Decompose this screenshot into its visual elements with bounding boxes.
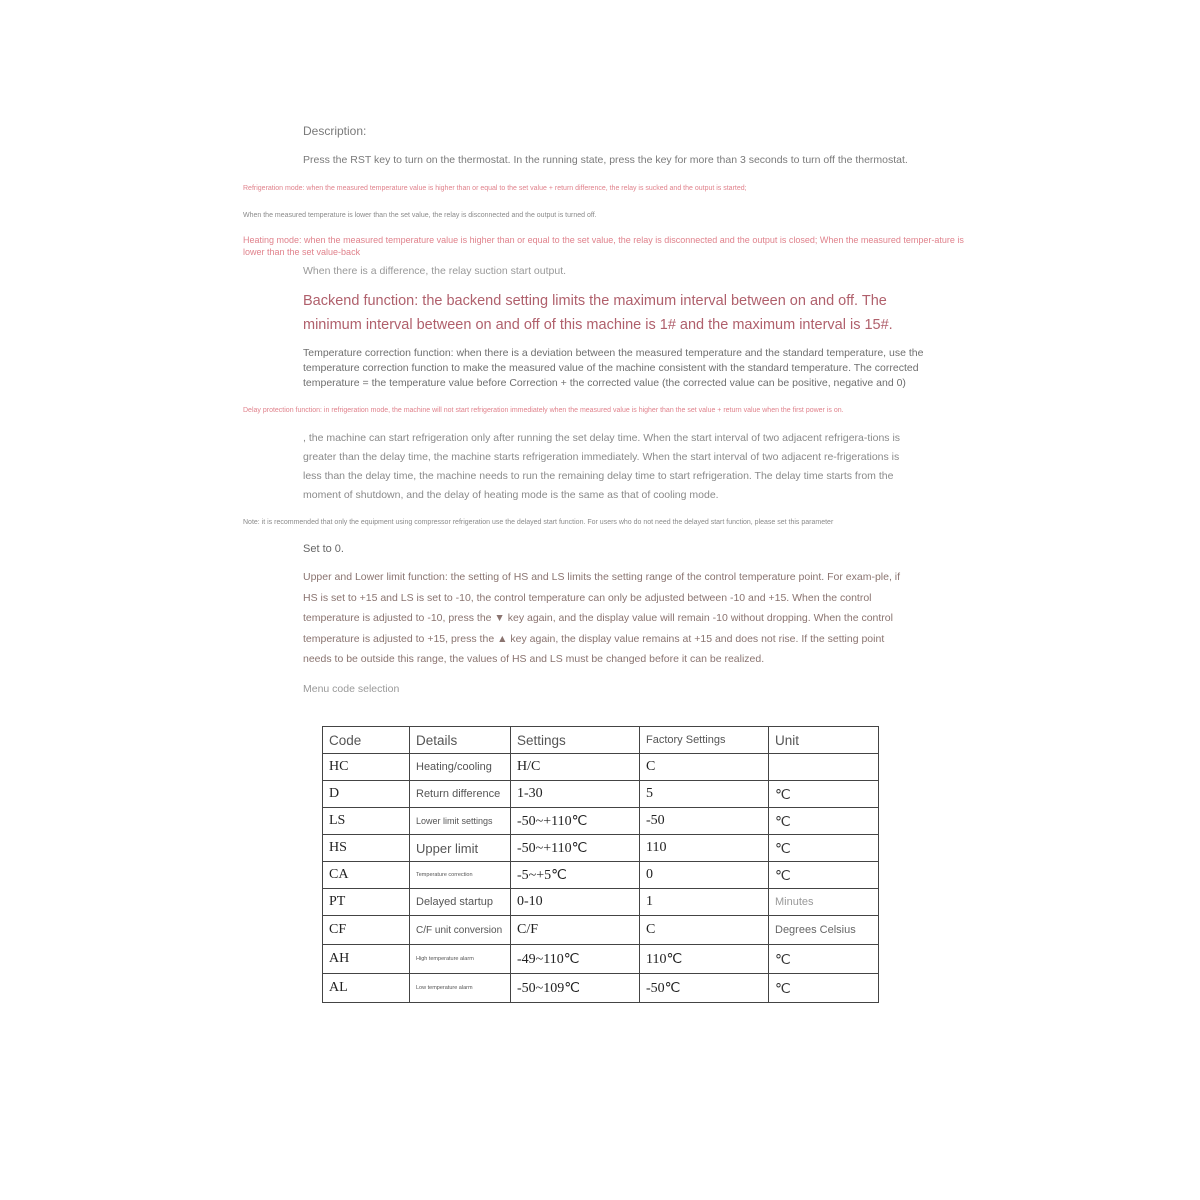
cell-factory: 110℃ [640, 945, 769, 974]
cell-factory: C [640, 754, 769, 781]
table-row [323, 889, 879, 916]
temperature-correction-paragraph: Temperature correction function: when there is a deviation between the measured temperature and the standard temperature, use the temperature correction function to make the measured value of the machine consistent with the standard temperature. The corrected temperature = the temperature value before Correction + the corrected value (the corrected value can be positive, negative and 0) [303, 347, 924, 389]
cell-settings: -50~+110℃ [511, 808, 640, 835]
cell-details: C/F unit conversion [410, 916, 511, 945]
cell-code: AH [323, 945, 410, 974]
cell-settings: 1-30 [511, 781, 640, 808]
cell-code: D [323, 781, 410, 808]
table-row [323, 781, 879, 808]
menu-code-table [322, 726, 879, 1003]
cell-code: AL [323, 974, 410, 1003]
cell-details: Upper limit [410, 835, 511, 862]
cell-unit: ℃ [769, 945, 879, 974]
description-heading: Description: [303, 124, 367, 138]
cell-factory: -50℃ [640, 974, 769, 1003]
cell-factory: 5 [640, 781, 769, 808]
cell-unit: ℃ [769, 835, 879, 862]
table-row [323, 862, 879, 889]
cell-unit [769, 754, 879, 781]
cell-settings: 0-10 [511, 889, 640, 916]
cell-unit: ℃ [769, 862, 879, 889]
cell-factory: 0 [640, 862, 769, 889]
menu-code-heading: Menu code selection [303, 683, 400, 695]
cell-settings: -5~+5℃ [511, 862, 640, 889]
lower-temperature-paragraph: When the measured temperature is lower than the set value, the relay is disconnected and the output is turned off. [243, 212, 597, 219]
cell-settings: -49~110℃ [511, 945, 640, 974]
cell-code: HS [323, 835, 410, 862]
cell-details: Heating/cooling [410, 754, 511, 781]
cell-code: LS [323, 808, 410, 835]
note-paragraph: Note: it is recommended that only the equipment using compressor refrigeration use the delayed start function. For users who do not need the delayed start function, please set this parameter [243, 519, 834, 526]
cell-code: HC [323, 754, 410, 781]
cell-settings: -50~+110℃ [511, 835, 640, 862]
cell-details: High temperature alarm [410, 945, 511, 974]
cell-unit: Degrees Celsius [769, 916, 879, 945]
cell-unit: ℃ [769, 781, 879, 808]
cell-unit: Minutes [769, 889, 879, 916]
cell-settings: H/C [511, 754, 640, 781]
header-settings: Settings [511, 727, 640, 754]
cell-code: CA [323, 862, 410, 889]
table-row [323, 835, 879, 862]
cell-settings: -50~109℃ [511, 974, 640, 1003]
rst-paragraph: Press the RST key to turn on the thermostat. In the running state, press the key for more than 3 seconds to turn off the thermostat. [303, 154, 908, 166]
cell-unit: ℃ [769, 808, 879, 835]
set-zero-paragraph: Set to 0. [303, 543, 344, 555]
header-factory-settings: Factory Settings [640, 727, 769, 754]
heating-mode-paragraph: Heating mode: when the measured temperature value is higher than or equal to the set value, the relay is disconnected and the output is closed; When the measured temper-ature is lower than the set value-back [243, 235, 964, 257]
cell-factory: -50 [640, 808, 769, 835]
cell-factory: 1 [640, 889, 769, 916]
table-row [323, 974, 879, 1003]
limit-function-paragraph: Upper and Lower limit function: the setting of HS and LS limits the setting range of the control temperature point. For exam-ple, if HS is set to +15 and LS is set to -10, the control temperature can only be adjusted between -10 and +15. When the control temperature is adjusted to -10, press the ▼ key again, and the display value will remain -10 without dropping. When the control temperature is adjusted to +15, press the ▲ key again, the display value remains at +15 and does not rise. If the setting point needs to be outside this range, the values of HS and LS must be changed before it can be realized. [303, 571, 901, 665]
cell-details: Return difference [410, 781, 511, 808]
table-row [323, 945, 879, 974]
cell-details: Lower limit settings [410, 808, 511, 835]
cell-code: PT [323, 889, 410, 916]
cell-details: Temperature correction [410, 862, 511, 889]
backend-function-paragraph: Backend function: the backend setting limits the maximum interval between on and off. The minimum interval between on and off of this machine is 1# and the maximum interval is 15#. [303, 293, 893, 333]
cell-settings: C/F [511, 916, 640, 945]
cell-code: CF [323, 916, 410, 945]
cell-factory: C [640, 916, 769, 945]
cell-unit: ℃ [769, 974, 879, 1003]
header-details: Details [410, 727, 511, 754]
table-row [323, 916, 879, 945]
delay-start-paragraph: , the machine can start refrigeration only after running the set delay time. When the start interval of two adjacent refrigera-tions is greater than the delay time, the machine starts refrigeration immediately. When the start interval of two adjacent re-frigerations is less than the delay time, the machine needs to run the remaining delay time to start refrigeration. The delay time starts from the moment of shutdown, and the delay of heating mode is the same as that of cooling mode. [303, 432, 901, 501]
difference-paragraph: When there is a difference, the relay suction start output. [303, 265, 567, 277]
cell-details: Delayed startup [410, 889, 511, 916]
cell-factory: 110 [640, 835, 769, 862]
table-header-row [323, 727, 879, 754]
header-code: Code [323, 727, 410, 754]
cell-details: Low temperature alarm [410, 974, 511, 1003]
refrigeration-mode-paragraph: Refrigeration mode: when the measured temperature value is higher than or equal to the set value + return difference, the relay is sucked and the output is started; [243, 185, 747, 192]
table-row [323, 754, 879, 781]
table-row [323, 808, 879, 835]
delay-protection-paragraph: Delay protection function: in refrigeration mode, the machine will not start refrigeration immediately when the measured value is higher than the set value + return value when the first power is on. [243, 407, 844, 414]
header-unit: Unit [769, 727, 879, 754]
